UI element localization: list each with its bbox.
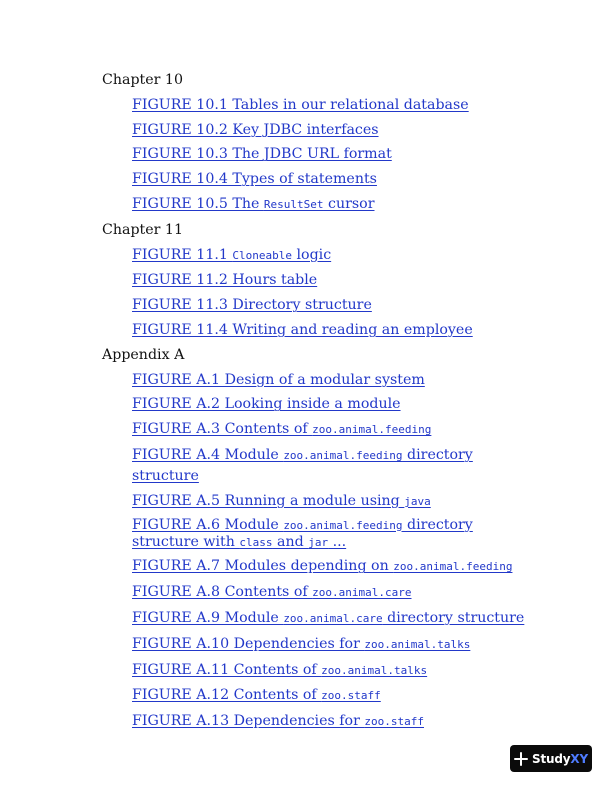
figure-11-2-link[interactable]: FIGURE 11.2 Hours table [132,272,318,289]
figure-a-1-link[interactable]: FIGURE A.1 Design of a modular system [132,371,425,388]
figure-a-5-link[interactable]: FIGURE A.5 Running a module using java [132,492,431,509]
table-of-contents [102,70,542,737]
figure-a-13-link[interactable]: FIGURE A.13 Dependencies for zoo.staff [132,713,424,730]
figure-10-4-link[interactable]: FIGURE 10.4 Types of statements [132,171,377,188]
figure-11-4-link[interactable]: FIGURE 11.4 Writing and reading an employee [132,321,473,338]
figure-a-11-link[interactable]: FIGURE A.11 Contents of zoo.animal.talks [132,661,428,678]
chapter-10-heading: Chapter 10 [102,72,183,88]
figure-a-8-link[interactable]: FIGURE A.8 Contents of zoo.animal.care [132,584,412,601]
figure-10-2-link[interactable]: FIGURE 10.2 Key JDBC interfaces [132,121,379,138]
figure-10-1-link[interactable]: FIGURE 10.1 Tables in our relational database [132,96,469,113]
figure-a-3-link[interactable]: FIGURE A.3 Contents of zoo.animal.feeding [132,421,432,438]
figure-11-3-link[interactable]: FIGURE 11.3 Directory structure [132,297,372,314]
figure-a-10-link[interactable]: FIGURE A.10 Dependencies for zoo.animal.talks [132,635,471,652]
logo-text: StudyXY [532,751,588,766]
figure-a-6-link[interactable]: FIGURE A.6 Module zoo.animal.feeding directory structure with class and jar ... [132,516,473,551]
figure-a-2-link[interactable]: FIGURE A.2 Looking inside a module [132,396,401,413]
appendix-a-heading: Appendix A [102,346,185,363]
figure-11-1-link[interactable]: FIGURE 11.1 Cloneable logic [132,246,332,263]
figure-a-9-link[interactable]: FIGURE A.9 Module zoo.animal.care directory structure [132,609,525,626]
figure-a-7-link[interactable]: FIGURE A.7 Modules depending on zoo.animal.feeding [132,558,513,575]
figure-a-12-link[interactable]: FIGURE A.12 Contents of zoo.staff [132,687,381,704]
studyxy-logo [510,745,592,772]
plus-icon [514,752,528,766]
figure-a-4-link[interactable]: FIGURE A.4 Module zoo.animal.feeding directory structure [132,446,473,484]
figure-10-3-link[interactable]: FIGURE 10.3 The JDBC URL format [132,146,392,163]
chapter-11-heading: Chapter 11 [102,221,183,238]
figure-10-5-link[interactable]: FIGURE 10.5 The ResultSet cursor [132,195,375,212]
